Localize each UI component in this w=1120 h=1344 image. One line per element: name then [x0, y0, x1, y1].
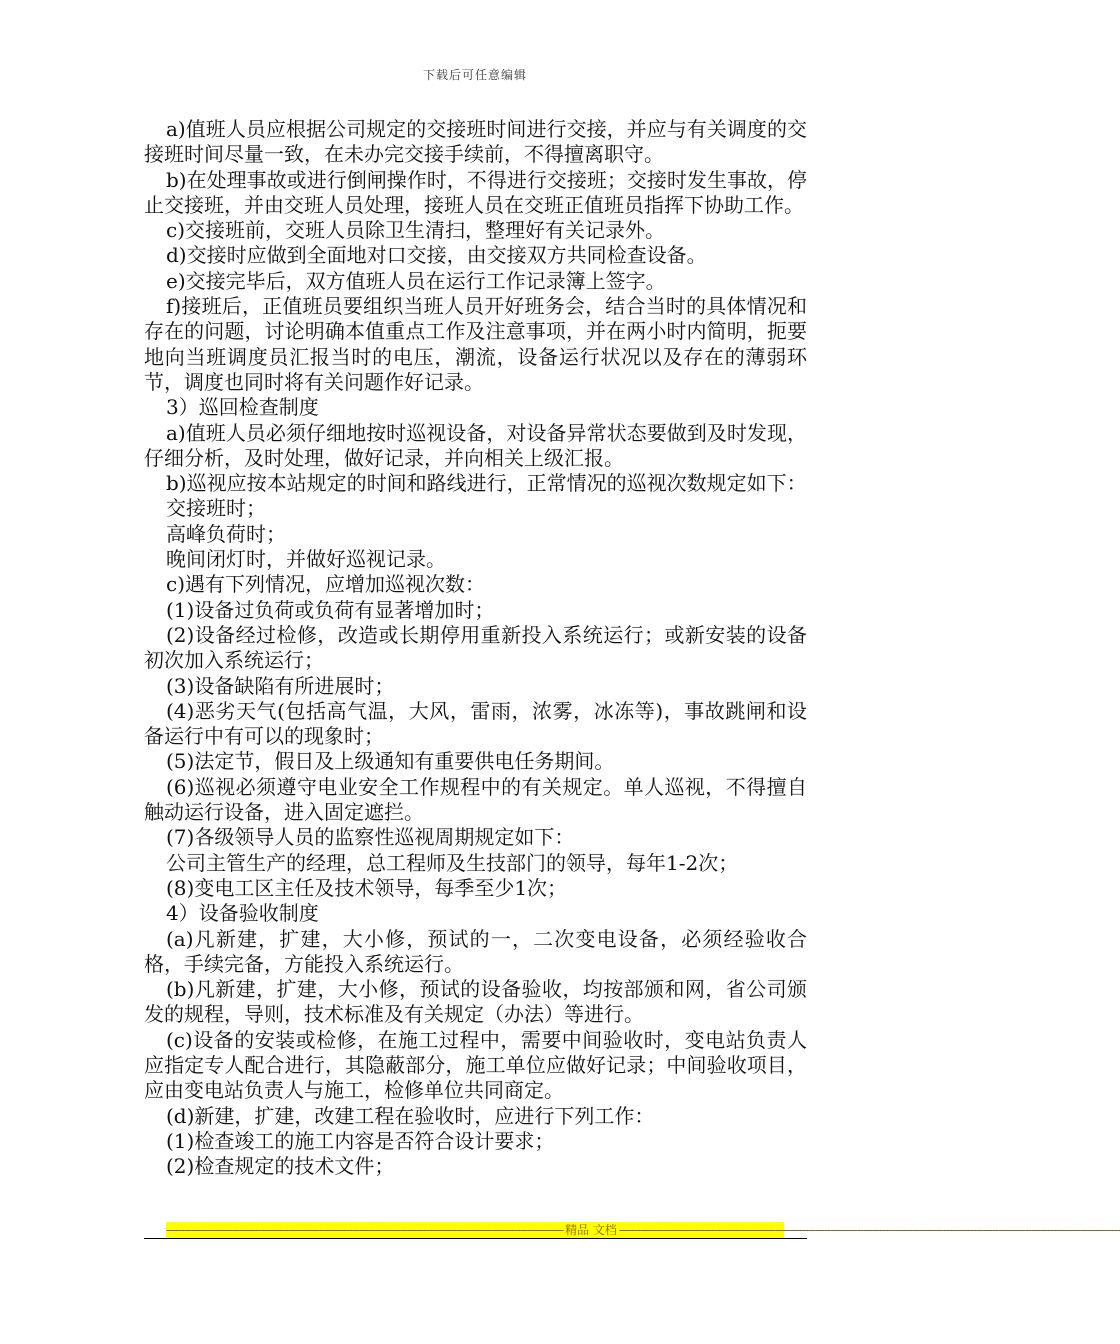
footer-divider	[144, 1238, 807, 1239]
section-heading: 4）设备验收制度	[166, 901, 319, 926]
list-item: (3)设备缺陷有所进展时；	[166, 673, 395, 698]
list-item: 公司主管生产的经理，总工程师及生技部门的领导，每年1-2次；	[166, 850, 739, 875]
footer-watermark-bar	[166, 1222, 1120, 1238]
paragraph: f)接班后，正值班员要组织当班人员开好班务会，结合当时的具体情况和存在的问题，讨论明确本值重点工作及注意事项，并在两小时内简明，扼要地向当班调度员汇报当时的电压，潮流，设备运行状况以及存在的薄弱环节，调度也同时将有关问题作好记录。	[144, 294, 807, 394]
list-item: (1)设备过负荷或负荷有显著增加时；	[166, 597, 495, 622]
paragraph: b)在处理事故或进行倒闸操作时，不得进行交接班；交接时发生事故，停止交接班，并由交班人员处理，接班人员在交班正值班员指挥下协助工作。	[144, 167, 807, 217]
paragraph: a)值班人员必须仔细地按时巡视设备，对设备异常状态要做到及时发现，仔细分析，及时处理，做好记录，并向相关上级汇报。	[144, 420, 807, 470]
list-item: (2)检查规定的技术文件；	[166, 1154, 395, 1179]
list-item: (8)变电工区主任及技术领导，每季至少1次；	[166, 875, 568, 900]
paragraph: b)巡视应按本站规定的时间和路线进行，正常情况的巡视次数规定如下：	[166, 471, 807, 496]
footer-dash-right: --------------------------------------------------------------------------------------------------------------------------------------------------------------------	[618, 1223, 1120, 1237]
list-item: (6)巡视必须遵守电业安全工作规程中的有关规定。单人巡视，不得擅自触动运行设备，进入固定遮拦。	[144, 774, 807, 825]
paragraph: d)交接时应做到全面地对口交接，由交接双方共同检查设备。	[166, 243, 707, 268]
paragraph: c)交接班前，交班人员除卫生清扫，整理好有关记录外。	[166, 218, 666, 243]
list-item: (7)各级领导人员的监察性巡视周期规定如下：	[166, 825, 575, 850]
list-item: (2)设备经过检修，改造或长期停用重新投入系统运行；或新安装的设备初次加入系统运行；	[144, 622, 807, 673]
page-header: 下载后可任意编辑	[422, 68, 527, 82]
footer-dash-left: ----------------------------------------------------------------------------------------------------------------------------------	[166, 1223, 564, 1237]
footer-label: 精品 文档	[565, 1223, 617, 1237]
list-item: (1)检查竣工的施工内容是否符合设计要求；	[166, 1128, 555, 1153]
list-item: (4)恶劣天气(包括高气温，大风，雷雨，浓雾，冰冻等)，事故跳闸和设备运行中有可以的现象时；	[144, 698, 807, 749]
list-item: 高峰负荷时；	[166, 521, 286, 546]
paragraph: (c)设备的安装或检修，在施工过程中，需要中间验收时，变电站负责人应指定专人配合进行，其隐蔽部分，施工单位应做好记录；中间验收项目，应由变电站负责人与施工，检修单位共同商定。	[144, 1027, 807, 1103]
paragraph: a)值班人员应根据公司规定的交接班时间进行交接，并应与有关调度的交接班时间尽量一致，在未办完交接手续前，不得擅离职守。	[144, 117, 807, 167]
document-body	[144, 117, 807, 1179]
paragraph: (a)凡新建，扩建，大小修，预试的一，二次变电设备，必须经验收合格，手续完备，方能投入系统运行。	[144, 926, 807, 976]
list-item: 晚间闭灯时，并做好巡视记录。	[166, 547, 446, 572]
list-item: (5)法定节，假日及上级通知有重要供电任务期间。	[166, 749, 615, 774]
paragraph: c)遇有下列情况，应增加巡视次数：	[166, 572, 486, 597]
paragraph: e)交接完毕后，双方值班人员在运行工作记录簿上签字。	[166, 268, 666, 293]
paragraph: (b)凡新建，扩建，大小修，预试的设备验收，均按部颁和网，省公司颁发的规程，导则，技术标准及有关规定（办法）等进行。	[144, 977, 807, 1027]
section-heading: 3）巡回检查制度	[166, 395, 319, 420]
list-item: 交接班时；	[166, 496, 266, 521]
paragraph: (d)新建，扩建，改建工程在验收时，应进行下列工作：	[166, 1103, 655, 1128]
